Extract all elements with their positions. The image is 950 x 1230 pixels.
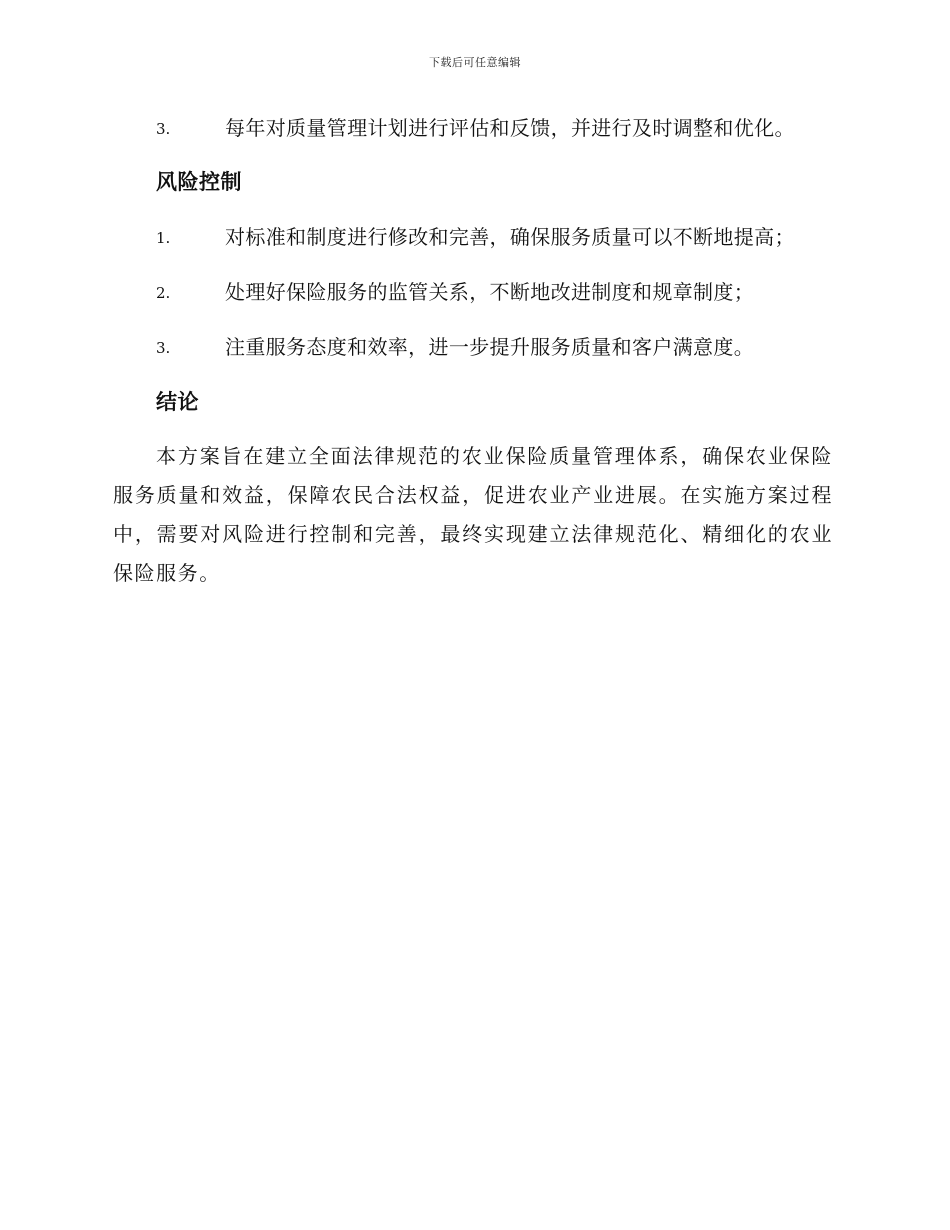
list-item: [113, 331, 833, 363]
list-item-text: 注重服务态度和效率，进一步提升服务质量和客户满意度。: [225, 335, 755, 359]
document-content: [113, 112, 833, 593]
list-item-text: 对标准和制度进行修改和完善，确保服务质量可以不断地提高；: [225, 225, 795, 249]
list-item: [113, 276, 833, 308]
list-item-number: 3.: [156, 120, 171, 138]
list-item-number: 1.: [156, 229, 171, 247]
conclusion-paragraph: 本方案旨在建立全面法律规范的农业保险质量管理体系，确保农业保险服务质量和效益，保障农民合法权益，促进农业产业进展。在实施方案过程中，需要对风险进行控制和完善，最终实现建立法律规范化、精细化的农业保险服务。: [113, 444, 833, 585]
list-item-text: 每年对质量管理计划进行评估和反馈，并进行及时调整和优化。: [225, 116, 795, 140]
header-note: 下载后可任意编辑: [429, 56, 521, 69]
section-heading-conclusion: 结论: [156, 390, 199, 414]
section-heading-risk-control: 风险控制: [156, 170, 242, 194]
list-item: [113, 221, 833, 253]
list-item: [113, 112, 833, 144]
list-item-number: 2.: [156, 284, 171, 302]
list-item-number: 3.: [156, 339, 171, 357]
list-item-text: 处理好保险服务的监管关系，不断地改进制度和规章制度；: [225, 280, 755, 304]
